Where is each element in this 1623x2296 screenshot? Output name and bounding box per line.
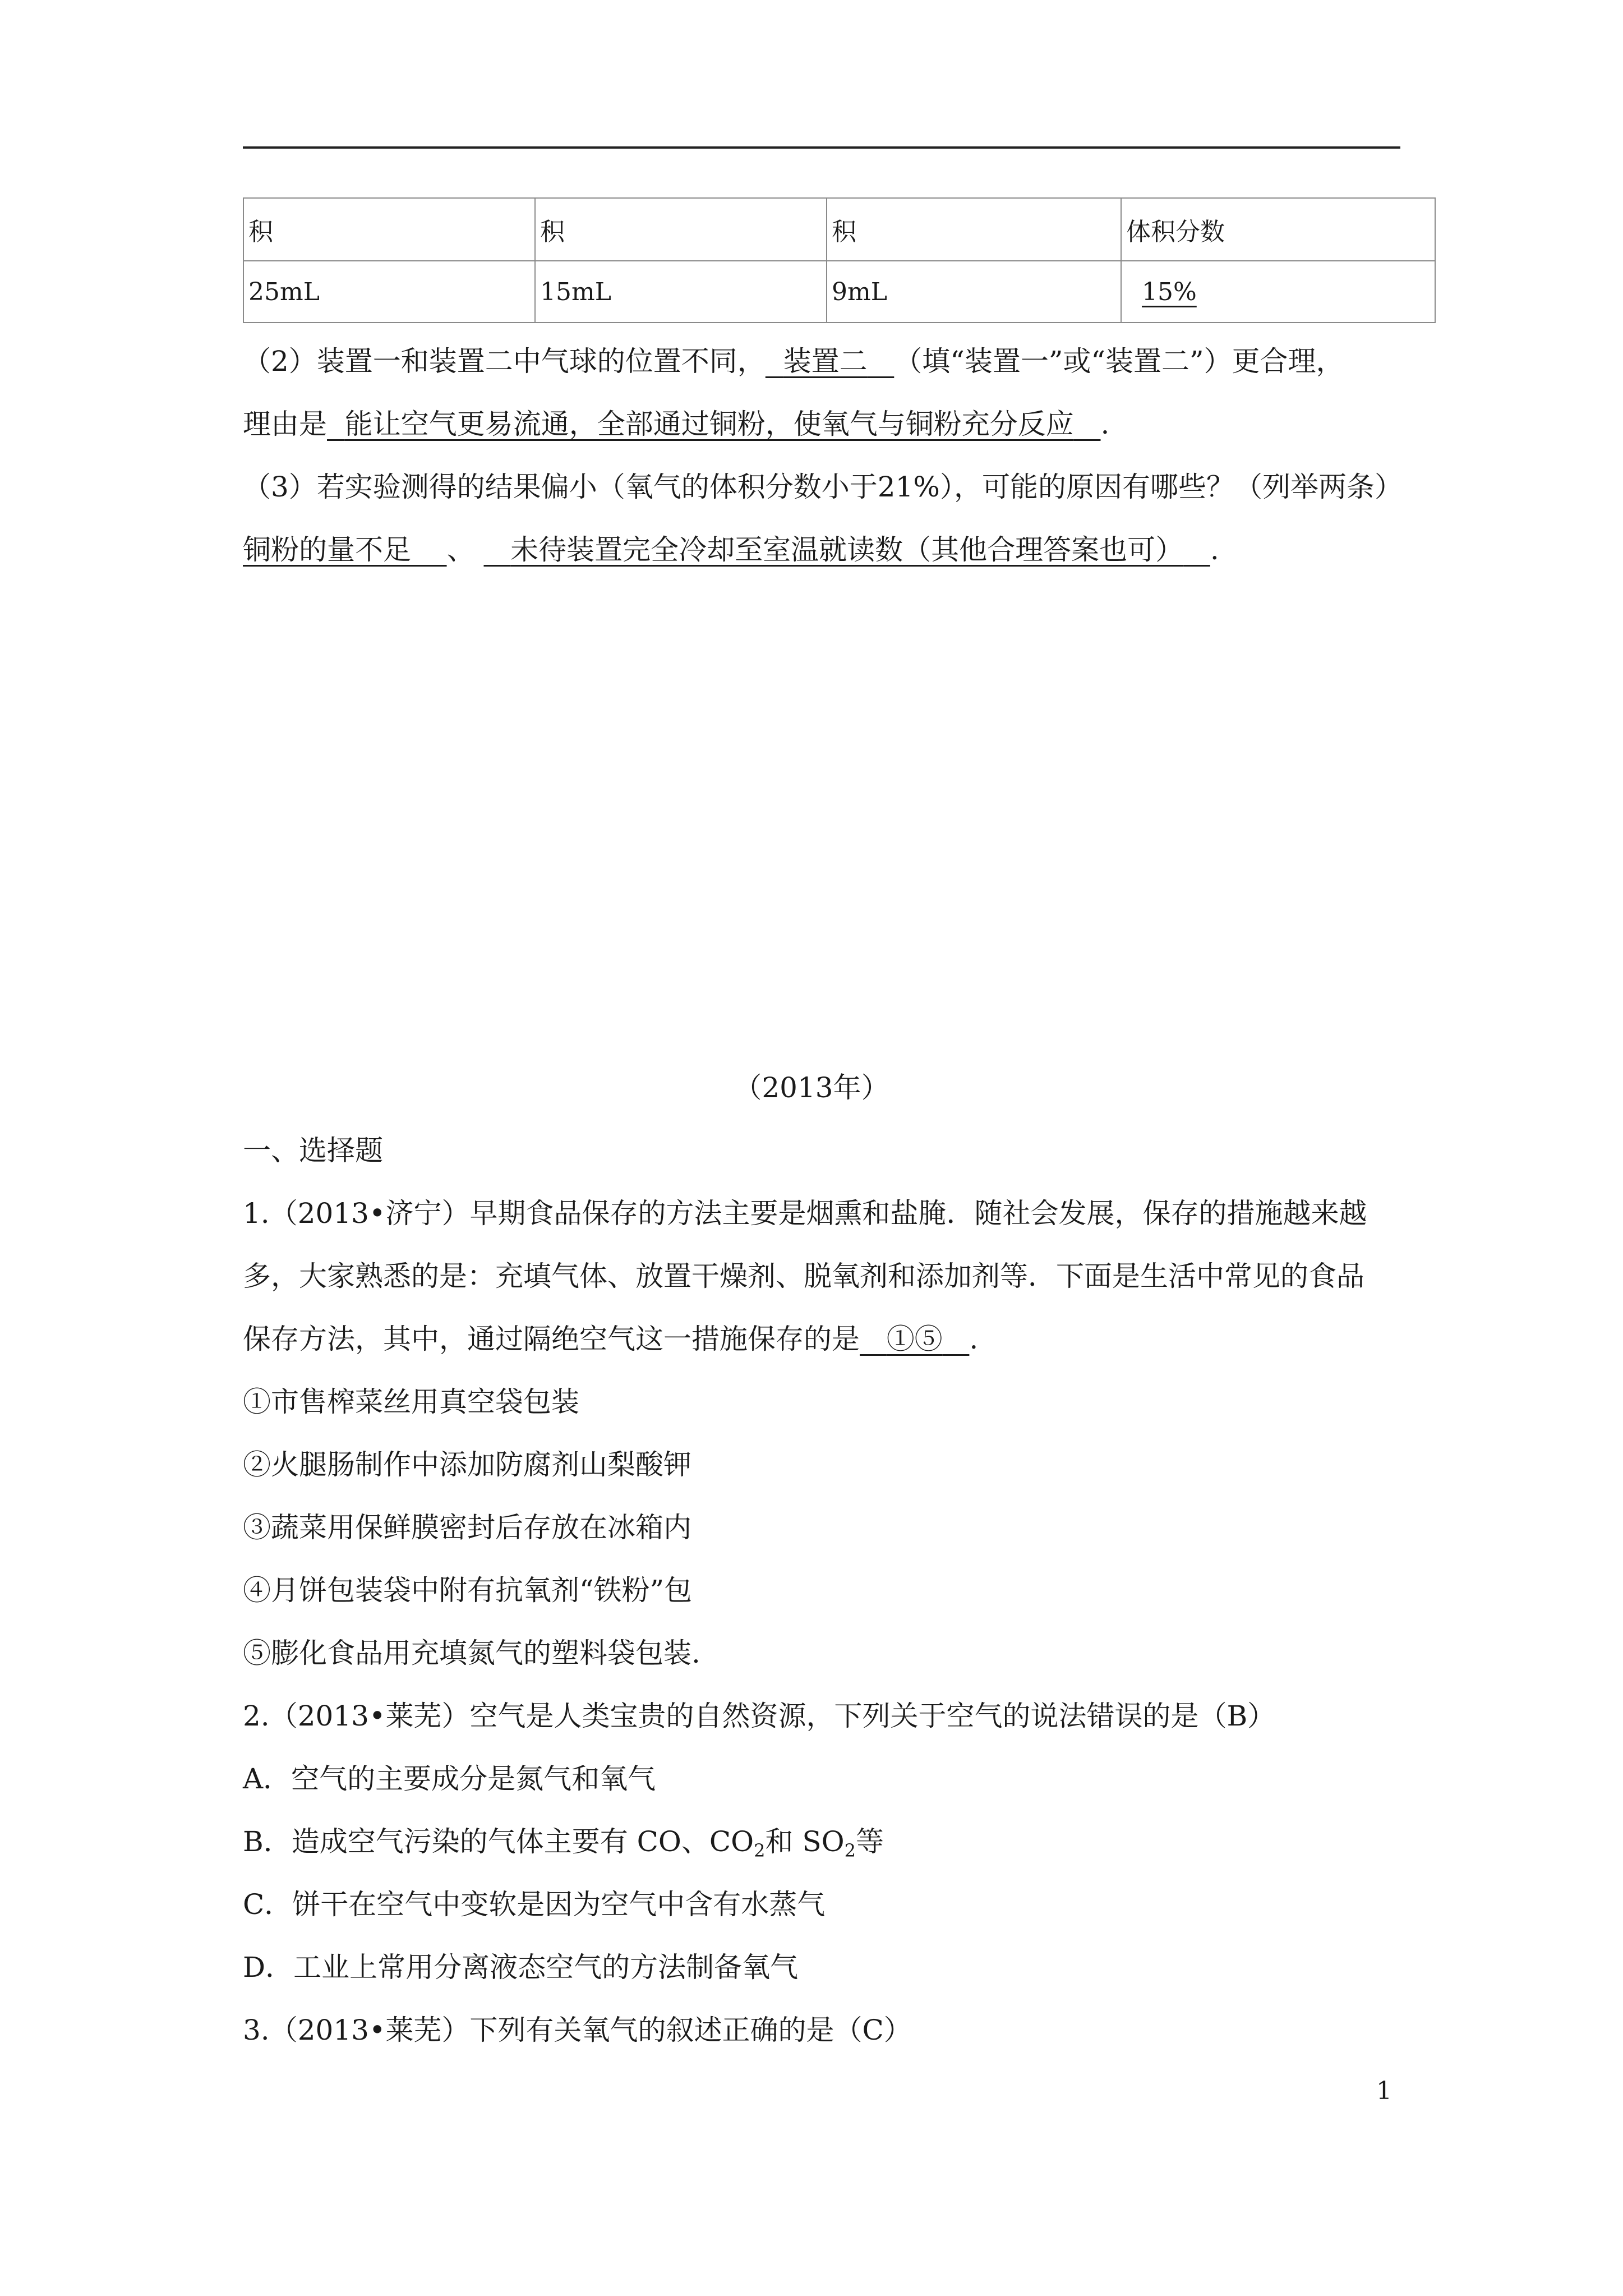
- list-item: ①市售榨菜丝用真空袋包装: [243, 1386, 579, 1418]
- q2-answer: 装置二: [783, 345, 868, 378]
- table-cell: 积: [827, 198, 1121, 261]
- table-row: [243, 261, 1435, 323]
- q2-option-a: A．空气的主要成分是氮气和氧气: [243, 1763, 656, 1795]
- q2-line1: （2）装置一和装置二中气球的位置不同， 装置二 （填“装置一”或“装置二”）更合理，: [243, 345, 1344, 378]
- list-item: ④月饼包装袋中附有抗氧剂“铁粉”包: [243, 1574, 693, 1607]
- table-cell: 25mL: [243, 261, 535, 323]
- table-cell: 体积分数: [1121, 198, 1435, 261]
- answer-volume-fraction: 15%: [1141, 277, 1197, 306]
- q3-line1: （3）若实验测得的结果偏小（氧气的体积分数小于21%），可能的原因有哪些？（列举两条）: [243, 471, 1403, 503]
- list-item: ②火腿肠制作中添加防腐剂山梨酸钾: [243, 1448, 691, 1481]
- table-row: [243, 198, 1435, 261]
- q3-answer1: 铜粉的量不足: [243, 533, 411, 566]
- table-cell-answer: [1121, 261, 1435, 323]
- q3-answer2: 未待装置完全冷却至室温就读数（其他合理答案也可）: [510, 533, 1184, 566]
- q2-option-b: B．造成空气污染的气体主要有 CO、$CO_2$和 $SO_2$等: [243, 1825, 884, 1861]
- section-title: 一、选择题: [243, 1134, 383, 1167]
- table-cell: 积: [535, 198, 827, 261]
- table-cell: 积: [243, 198, 535, 261]
- q2-line2: 理由是 能让空气更易流通，全部通过铜粉，使氧气与铜粉充分反应 .: [243, 408, 1110, 440]
- q2-reason: 能让空气更易流通，全部通过铜粉，使氧气与铜粉充分反应: [344, 408, 1074, 440]
- q2-option-d: D．工业上常用分离液态空气的方法制备氧气: [243, 1951, 799, 1984]
- q2-stem: 2.（2013•莱芜）空气是人类宝贵的自然资源，下列关于空气的说法错误的是（B）: [243, 1700, 1276, 1732]
- q3-stem: 3.（2013•莱芜）下列有关氧气的叙述正确的是（C）: [243, 2014, 912, 2046]
- data-table: [243, 197, 1436, 323]
- page-number: 1: [1376, 2077, 1392, 2105]
- q1-line3: 保存方法，其中，通过隔绝空气这一措施保存的是 ①⑤ .: [243, 1323, 979, 1355]
- year-heading: （2013年）: [734, 1071, 889, 1104]
- q3-line2: 铜粉的量不足 、 未待装置完全冷却至室温就读数（其他合理答案也可） .: [243, 533, 1219, 566]
- q1-answer: ①⑤: [886, 1323, 943, 1355]
- q1-line1: 1.（2013•济宁）早期食品保存的方法主要是烟熏和盐腌．随社会发展，保存的措施越来越: [243, 1197, 1367, 1230]
- q1-line2: 多，大家熟悉的是：充填气体、放置干燥剂、脱氧剂和添加剂等．下面是生活中常见的食品: [243, 1260, 1364, 1292]
- table-cell: 9mL: [827, 261, 1121, 323]
- header-rule: [243, 146, 1400, 149]
- q2-option-c: C．饼干在空气中变软是因为空气中含有水蒸气: [243, 1888, 826, 1921]
- list-item: ③蔬菜用保鲜膜密封后存放在冰箱内: [243, 1511, 691, 1544]
- table-cell: 15mL: [535, 261, 827, 323]
- list-item: ⑤膨化食品用充填氮气的塑料袋包装.: [243, 1637, 700, 1669]
